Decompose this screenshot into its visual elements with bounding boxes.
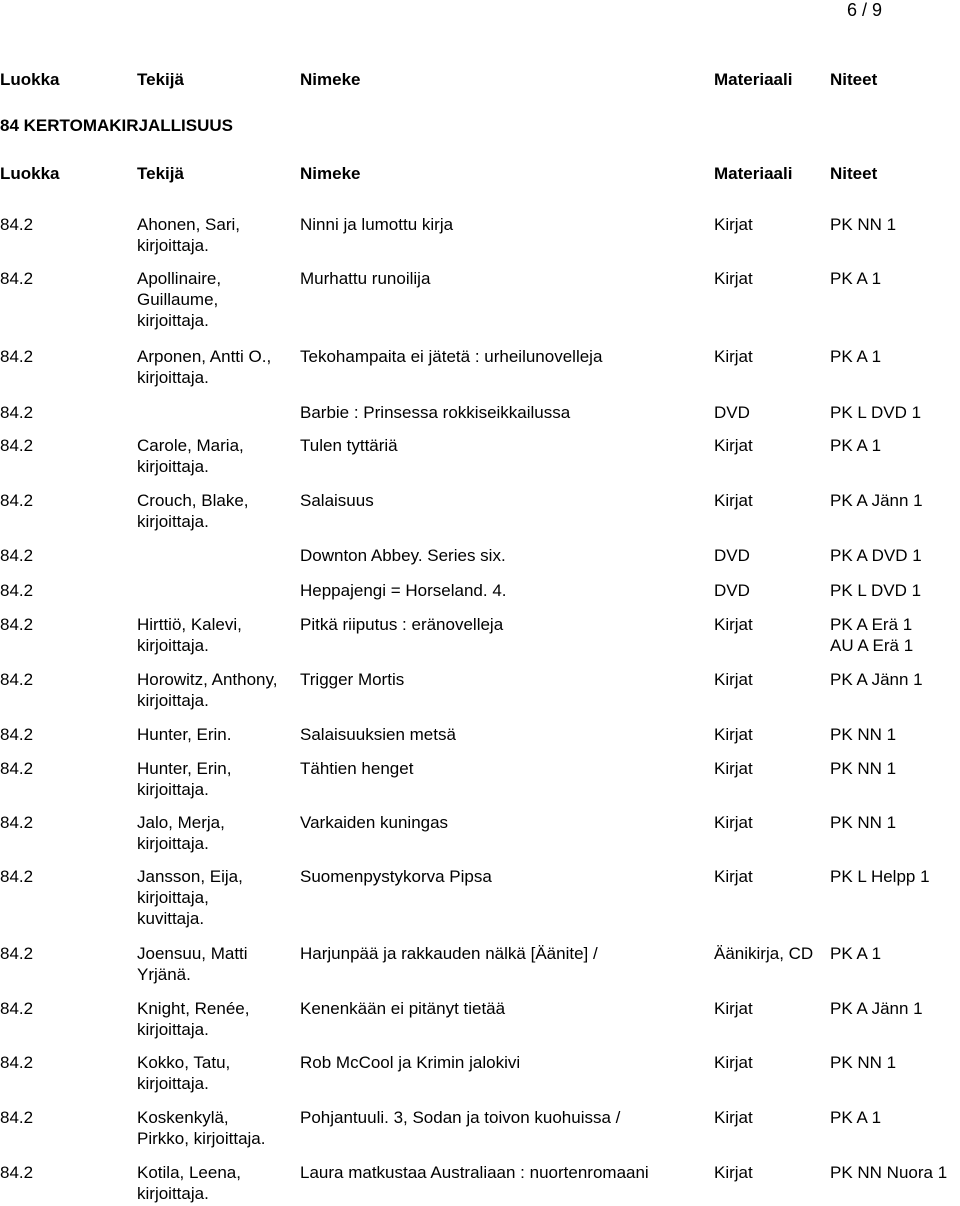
cell-materiaali: Kirjat xyxy=(714,813,753,832)
header-nimeke: Nimeke xyxy=(300,164,361,183)
column-header-top xyxy=(0,70,960,92)
cell-materiaali: Kirjat xyxy=(714,759,753,778)
cell-luokka: 84.2 xyxy=(0,269,34,288)
cell-tekija: Knight, Renée, kirjoittaja. xyxy=(137,999,250,1039)
cell-materiaali: DVD xyxy=(714,403,750,422)
cell-tekija: Horowitz, Anthony, kirjoittaja. xyxy=(137,670,278,710)
cell-luokka: 84.2 xyxy=(0,944,34,963)
cell-nimeke: Heppajengi = Horseland. 4. xyxy=(300,581,507,600)
cell-tekija: Hunter, Erin. xyxy=(137,725,232,744)
cell-tekija: Kokko, Tatu, kirjoittaja. xyxy=(137,1053,231,1093)
cell-nimeke: Tulen tyttäriä xyxy=(300,436,398,455)
header-tekija: Tekijä xyxy=(137,70,184,89)
cell-nimeke: Laura matkustaa Australiaan : nuortenromaani xyxy=(300,1163,649,1182)
cell-luokka: 84.2 xyxy=(0,867,34,886)
cell-niteet: PK A Jänn 1 xyxy=(830,491,923,510)
cell-tekija: Arponen, Antti O., kirjoittaja. xyxy=(137,347,272,387)
cell-nimeke: Tähtien henget xyxy=(300,759,414,778)
cell-niteet: PK L DVD 1 xyxy=(830,581,922,600)
cell-nimeke: Suomenpystykorva Pipsa xyxy=(300,867,492,886)
cell-luokka: 84.2 xyxy=(0,813,34,832)
cell-luokka: 84.2 xyxy=(0,436,34,455)
cell-nimeke: Kenenkään ei pitänyt tietää xyxy=(300,999,506,1018)
cell-niteet: PK A 1 xyxy=(830,347,882,366)
cell-niteet: PK A DVD 1 xyxy=(830,546,922,565)
cell-materiaali: Kirjat xyxy=(714,491,753,510)
cell-niteet: PK A Jänn 1 xyxy=(830,670,923,689)
cell-niteet: PK A Erä 1 AU A Erä 1 xyxy=(830,615,914,655)
cell-tekija: Kotila, Leena, kirjoittaja. xyxy=(137,1163,241,1203)
cell-niteet: PK A 1 xyxy=(830,269,882,288)
header-materiaali: Materiaali xyxy=(714,70,793,89)
cell-nimeke: Varkaiden kuningas xyxy=(300,813,449,832)
cell-nimeke: Downton Abbey. Series six. xyxy=(300,546,506,565)
cell-luokka: 84.2 xyxy=(0,1163,34,1182)
cell-materiaali: Kirjat xyxy=(714,999,753,1018)
cell-tekija: Jansson, Eija, kirjoittaja, kuvittaja. xyxy=(137,867,243,928)
cell-tekija: Joensuu, Matti Yrjänä. xyxy=(137,944,248,984)
cell-materiaali: Kirjat xyxy=(714,1108,753,1127)
header-niteet: Niteet xyxy=(830,164,878,183)
cell-niteet: PK NN 1 xyxy=(830,725,897,744)
cell-nimeke: Murhattu runoilija xyxy=(300,269,431,288)
cell-tekija: Jalo, Merja, kirjoittaja. xyxy=(137,813,225,853)
cell-nimeke: Salaisuuksien metsä xyxy=(300,725,456,744)
cell-luokka: 84.2 xyxy=(0,725,34,744)
cell-materiaali: Kirjat xyxy=(714,615,753,634)
cell-niteet: PK A 1 xyxy=(830,944,882,963)
cell-nimeke: Tekohampaita ei jätetä : urheilunovelleja xyxy=(300,347,603,366)
page-number: 6 / 9 xyxy=(846,0,882,20)
cell-luokka: 84.2 xyxy=(0,1108,34,1127)
cell-luokka: 84.2 xyxy=(0,347,34,366)
cell-luokka: 84.2 xyxy=(0,403,34,422)
cell-materiaali: Kirjat xyxy=(714,436,753,455)
cell-tekija: Ahonen, Sari, kirjoittaja. xyxy=(137,215,241,255)
cell-materiaali: Kirjat xyxy=(714,347,753,366)
cell-luokka: 84.2 xyxy=(0,615,34,634)
cell-nimeke: Pitkä riiputus : eränovelleja xyxy=(300,615,504,634)
cell-nimeke: Barbie : Prinsessa rokkiseikkailussa xyxy=(300,403,571,422)
section-title: 84 KERTOMAKIRJALLISUUS xyxy=(0,116,233,135)
header-nimeke: Nimeke xyxy=(300,70,361,89)
cell-niteet: PK L DVD 1 xyxy=(830,403,922,422)
cell-materiaali: DVD xyxy=(714,581,750,600)
cell-materiaali: DVD xyxy=(714,546,750,565)
cell-nimeke: Rob McCool ja Krimin jalokivi xyxy=(300,1053,521,1072)
cell-materiaali: Kirjat xyxy=(714,670,753,689)
cell-niteet: PK A Jänn 1 xyxy=(830,999,923,1018)
cell-tekija: Crouch, Blake, kirjoittaja. xyxy=(137,491,249,531)
cell-luokka: 84.2 xyxy=(0,1053,34,1072)
cell-nimeke: Harjunpää ja rakkauden nälkä [Äänite] / xyxy=(300,944,598,963)
cell-materiaali: Kirjat xyxy=(714,215,753,234)
header-materiaali: Materiaali xyxy=(714,164,793,183)
cell-luokka: 84.2 xyxy=(0,999,34,1018)
cell-luokka: 84.2 xyxy=(0,491,34,510)
header-niteet: Niteet xyxy=(830,70,878,89)
cell-nimeke: Salaisuus xyxy=(300,491,374,510)
cell-tekija: Koskenkylä, Pirkko, kirjoittaja. xyxy=(137,1108,266,1148)
cell-niteet: PK NN 1 xyxy=(830,813,897,832)
cell-tekija: Hunter, Erin, kirjoittaja. xyxy=(137,759,232,799)
cell-niteet: PK L Helpp 1 xyxy=(830,867,930,886)
cell-tekija: Hirttiö, Kalevi, kirjoittaja. xyxy=(137,615,242,655)
header-luokka: Luokka xyxy=(0,70,60,89)
cell-tekija: Carole, Maria, kirjoittaja. xyxy=(137,436,244,476)
cell-nimeke: Ninni ja lumottu kirja xyxy=(300,215,454,234)
cell-nimeke: Pohjantuuli. 3, Sodan ja toivon kuohuissa / xyxy=(300,1108,621,1127)
cell-luokka: 84.2 xyxy=(0,215,34,234)
header-tekija: Tekijä xyxy=(137,164,184,183)
cell-luokka: 84.2 xyxy=(0,759,34,778)
cell-luokka: 84.2 xyxy=(0,581,34,600)
cell-materiaali: Kirjat xyxy=(714,725,753,744)
cell-materiaali: Kirjat xyxy=(714,1053,753,1072)
cell-tekija: Apollinaire, Guillaume, kirjoittaja. xyxy=(137,269,222,330)
cell-materiaali: Kirjat xyxy=(714,867,753,886)
cell-niteet: PK A 1 xyxy=(830,1108,882,1127)
cell-materiaali: Kirjat xyxy=(714,269,753,288)
cell-niteet: PK NN 1 xyxy=(830,1053,897,1072)
cell-niteet: PK NN 1 xyxy=(830,759,897,778)
cell-niteet: PK NN Nuora 1 xyxy=(830,1163,948,1182)
cell-luokka: 84.2 xyxy=(0,546,34,565)
cell-materiaali: Äänikirja, CD xyxy=(714,944,814,963)
cell-nimeke: Trigger Mortis xyxy=(300,670,405,689)
header-luokka: Luokka xyxy=(0,164,60,183)
column-header xyxy=(0,164,960,186)
cell-niteet: PK A 1 xyxy=(830,436,882,455)
cell-materiaali: Kirjat xyxy=(714,1163,753,1182)
cell-luokka: 84.2 xyxy=(0,670,34,689)
cell-niteet: PK NN 1 xyxy=(830,215,897,234)
